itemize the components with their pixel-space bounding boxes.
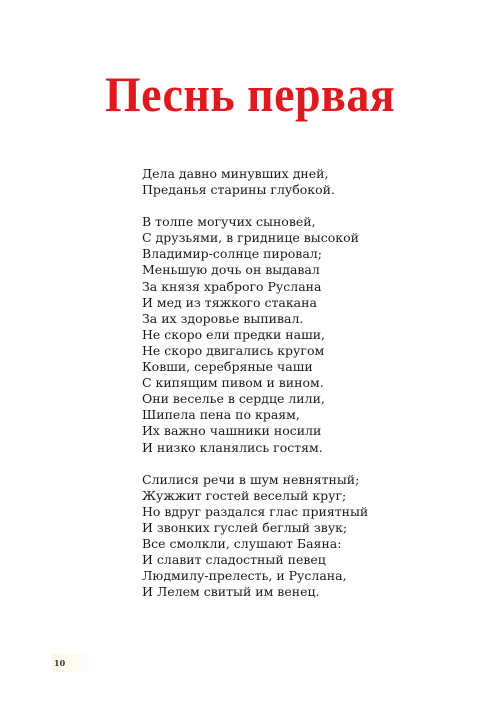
poem-line: За князя храброго Руслана — [142, 278, 322, 294]
poem-line: Но вдруг раздался глас приятный — [142, 503, 369, 519]
page-title: Песнь первая — [104, 66, 396, 122]
poem-line: И звонких гуслей беглый звук; — [142, 519, 348, 535]
poem-line: Они веселье в сердце лили, — [142, 391, 325, 407]
poem-line: Преданья старины глубокой. — [142, 182, 335, 198]
poem-line: За их здоровье выпивал. — [142, 310, 304, 326]
stanza-2 — [142, 214, 472, 455]
poem — [142, 166, 472, 616]
poem-line: С кипящим пивом и вином. — [142, 375, 324, 391]
poem-line: Не скоро двигались кругом — [142, 342, 325, 358]
page-number: 10 — [54, 658, 66, 668]
poem-line: И Лелем свитый им венец. — [142, 584, 320, 600]
poem-line: Ковши, серебряные чаши — [142, 359, 313, 375]
poem-line: Жужжит гостей веселый круг; — [142, 487, 347, 503]
poem-line: Не скоро ели предки наши, — [142, 326, 326, 342]
stanza-1 — [142, 166, 472, 198]
poem-line: Дела давно минувших дней, — [142, 166, 329, 181]
poem-line: Шипела пена по краям, — [142, 407, 300, 423]
poem-line: Владимир-солнце пировал; — [142, 246, 322, 262]
poem-line: Меньшую дочь он выдавал — [142, 262, 320, 278]
poem-line: И низко кланялись гостям. — [142, 439, 323, 455]
poem-line: Их важно чашники носили — [142, 423, 322, 439]
stanza-3 — [142, 472, 472, 601]
poem-line: Все смолкли, слушают Баяна: — [142, 535, 342, 551]
poem-line: С друзьями, в гриднице высокой — [142, 230, 359, 246]
poem-line: Слилися речи в шум невнятный; — [142, 471, 360, 487]
poem-line: И мед из тяжкого стакана — [142, 294, 317, 310]
poem-line: В толпе могучих сыновей, — [142, 214, 316, 230]
poem-line: Людмилу-прелесть, и Руслана, — [142, 568, 347, 584]
poem-line: И славит сладостный певец — [142, 552, 326, 568]
